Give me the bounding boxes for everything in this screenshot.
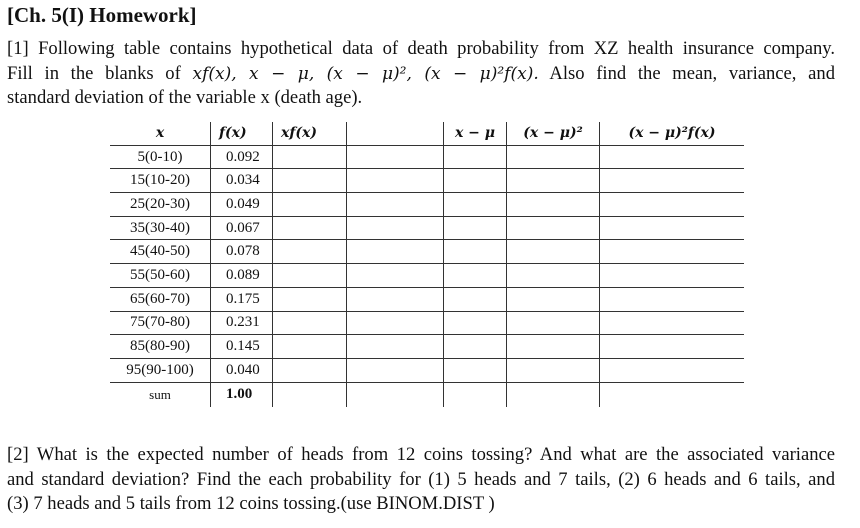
cell-blank-blank [347, 335, 444, 359]
cell-fx: 0.078 [211, 240, 273, 264]
cell-fx: 0.040 [211, 358, 273, 382]
table-row [110, 287, 744, 311]
cell-x-minus-mu-blank [444, 145, 507, 169]
cell-squared-deviation-blank [507, 240, 600, 264]
problem-2-text [7, 443, 835, 517]
table-row [110, 169, 744, 193]
cell-weighted-squared-deviation-blank [600, 358, 745, 382]
cell-xfx-blank [273, 240, 347, 264]
table-sum-row [110, 382, 744, 407]
problem-1-line-2-suffix: Also find the mean, variance, and [549, 62, 835, 84]
table-row [110, 240, 744, 264]
cell-squared-deviation-blank [507, 145, 600, 169]
sum-value: 1.00 [211, 382, 273, 407]
cell-weighted-squared-deviation-blank [600, 264, 745, 288]
cell-weighted-squared-deviation-blank [600, 216, 745, 240]
cell-x: 85(80-90) [110, 335, 211, 359]
cell-squared-deviation-blank [507, 193, 600, 217]
sum-x-minus-mu-blank [444, 382, 507, 407]
cell-x-minus-mu-blank [444, 358, 507, 382]
cell-x-minus-mu-blank [444, 169, 507, 193]
cell-xfx-blank [273, 169, 347, 193]
problem-1-line-2-prefix: Fill in the blanks of [7, 62, 181, 84]
cell-xfx-blank [273, 335, 347, 359]
cell-weighted-squared-deviation-blank [600, 240, 745, 264]
header-fx: f(x) [211, 122, 273, 145]
cell-x: 75(70-80) [110, 311, 211, 335]
header-weighted-squared-deviation: (x − μ)²f(x) [600, 122, 745, 145]
cell-squared-deviation-blank [507, 358, 600, 382]
cell-xfx-blank [273, 145, 347, 169]
sum-blank-blank [347, 382, 444, 407]
cell-fx: 0.231 [211, 311, 273, 335]
cell-x: 35(30-40) [110, 216, 211, 240]
cell-x-minus-mu-blank [444, 264, 507, 288]
cell-x-minus-mu-blank [444, 287, 507, 311]
problem-1-text [7, 37, 835, 111]
cell-blank-blank [347, 358, 444, 382]
cell-blank-blank [347, 216, 444, 240]
cell-squared-deviation-blank [507, 169, 600, 193]
cell-fx: 0.089 [211, 264, 273, 288]
cell-x: 45(40-50) [110, 240, 211, 264]
cell-blank-blank [347, 287, 444, 311]
problem-2-line-3: (3) 7 heads and 5 tails from 12 coins tossing.(use BINOM.DIST ) [7, 493, 495, 514]
cell-weighted-squared-deviation-blank [600, 193, 745, 217]
header-xfx: xf(x) [273, 122, 347, 145]
cell-fx: 0.175 [211, 287, 273, 311]
cell-x: 95(90-100) [110, 358, 211, 382]
death-probability-table [110, 122, 744, 407]
table-row [110, 311, 744, 335]
cell-blank-blank [347, 264, 444, 288]
problem-1-line-2 [7, 62, 835, 87]
cell-x: 15(10-20) [110, 169, 211, 193]
header-blank [347, 122, 444, 145]
cell-blank-blank [347, 169, 444, 193]
cell-x-minus-mu-blank [444, 335, 507, 359]
table-row [110, 145, 744, 169]
cell-squared-deviation-blank [507, 311, 600, 335]
problem-1-line-1: [1] Following table contains hypothetical data of death probability from XZ health insurance company. [7, 38, 835, 59]
cell-squared-deviation-blank [507, 216, 600, 240]
cell-xfx-blank [273, 264, 347, 288]
sum-squared-deviation-blank [507, 382, 600, 407]
cell-weighted-squared-deviation-blank [600, 311, 745, 335]
table-row [110, 358, 744, 382]
sum-label: sum [149, 386, 171, 402]
header-x: x [110, 122, 211, 145]
cell-squared-deviation-blank [507, 287, 600, 311]
sum-weighted-squared-deviation-blank [600, 382, 745, 407]
cell-fx: 0.049 [211, 193, 273, 217]
table-row [110, 193, 744, 217]
cell-xfx-blank [273, 193, 347, 217]
cell-weighted-squared-deviation-blank [600, 335, 745, 359]
cell-weighted-squared-deviation-blank [600, 287, 745, 311]
problem-1-formula: xf(x), x − μ, (x − μ)², (x − μ)²f(x). [192, 63, 539, 84]
homework-title: [Ch. 5(I) Homework] [7, 3, 197, 27]
cell-blank-blank [347, 193, 444, 217]
problem-2-line-1: [2] What is the expected number of heads from 12 coins tossing? And what are the associated variance [7, 444, 835, 465]
table-row [110, 264, 744, 288]
cell-x-minus-mu-blank [444, 240, 507, 264]
cell-squared-deviation-blank [507, 264, 600, 288]
cell-x: 25(20-30) [110, 193, 211, 217]
problem-2-line-2: and standard deviation? Find the each probability for (1) 5 heads and 7 tails, (2) 6 heads and 6 tails, and [7, 468, 835, 490]
cell-xfx-blank [273, 216, 347, 240]
cell-squared-deviation-blank [507, 335, 600, 359]
problem-1-line-3: standard deviation of the variable x (death age). [7, 87, 363, 108]
cell-weighted-squared-deviation-blank [600, 169, 745, 193]
cell-x: 55(50-60) [110, 264, 211, 288]
header-x-minus-mu: x − μ [444, 122, 507, 145]
cell-fx: 0.034 [211, 169, 273, 193]
cell-blank-blank [347, 311, 444, 335]
cell-x: 5(0-10) [110, 145, 211, 169]
cell-weighted-squared-deviation-blank [600, 145, 745, 169]
cell-blank-blank [347, 145, 444, 169]
cell-xfx-blank [273, 287, 347, 311]
cell-x-minus-mu-blank [444, 193, 507, 217]
cell-x-minus-mu-blank [444, 216, 507, 240]
cell-fx: 0.145 [211, 335, 273, 359]
cell-fx: 0.067 [211, 216, 273, 240]
header-squared-deviation: (x − μ)² [507, 122, 600, 145]
cell-x-minus-mu-blank [444, 311, 507, 335]
table-header-row [110, 122, 744, 145]
cell-xfx-blank [273, 358, 347, 382]
sum-xfx-blank [273, 382, 347, 407]
cell-blank-blank [347, 240, 444, 264]
table-row [110, 335, 744, 359]
table-row [110, 216, 744, 240]
cell-fx: 0.092 [211, 145, 273, 169]
cell-xfx-blank [273, 311, 347, 335]
cell-x: 65(60-70) [110, 287, 211, 311]
